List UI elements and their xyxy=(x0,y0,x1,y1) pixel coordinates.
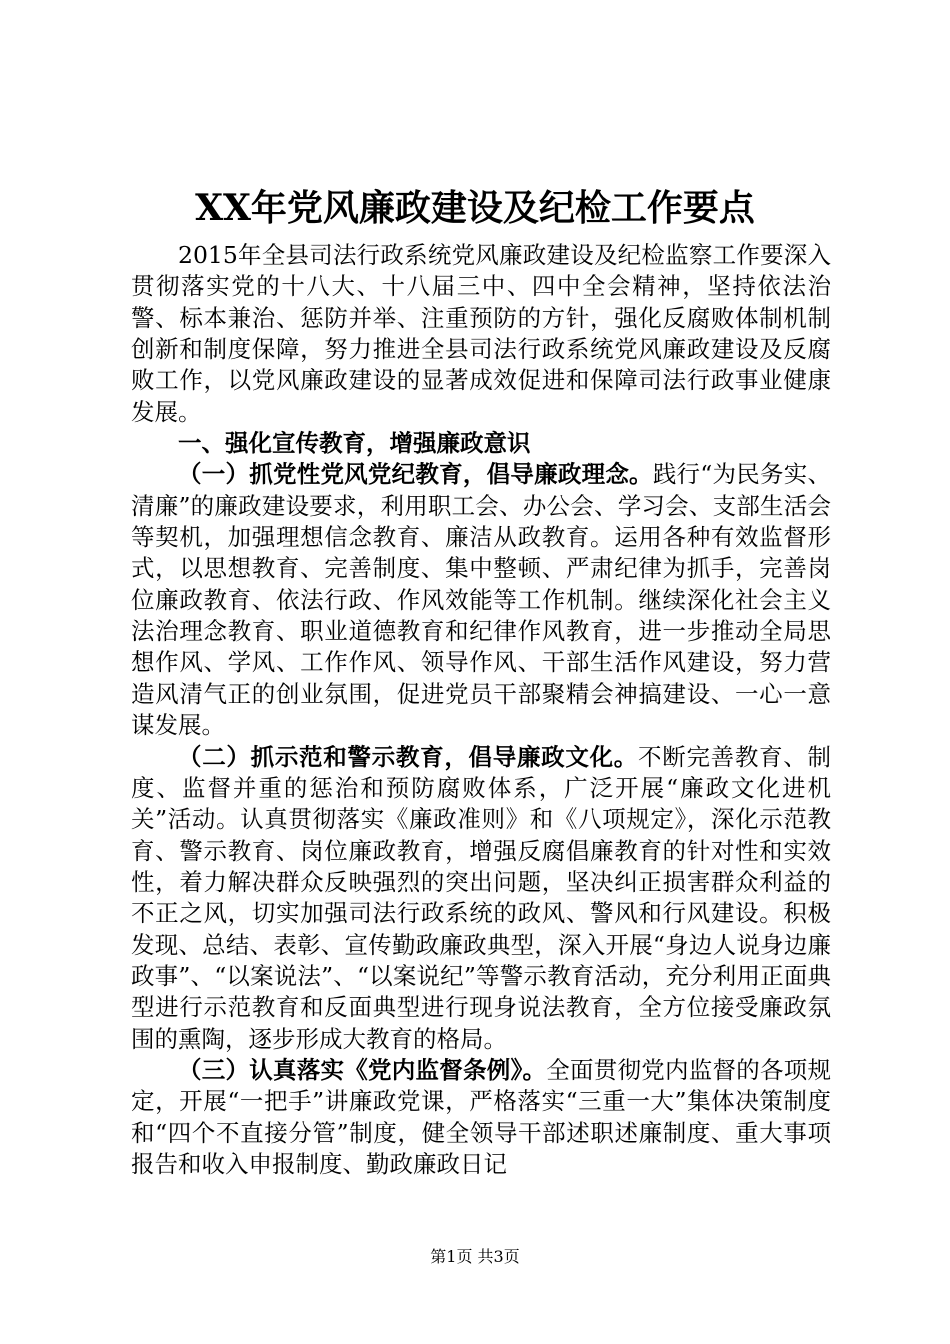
paragraph-item-2 xyxy=(131,742,831,1055)
item-1-lead: （一）抓党性党风党纪教育，倡导廉政理念。 xyxy=(178,460,653,489)
intro-paragraph: 2015年全县司法行政系统党风廉政建设及纪检监察工作要深入贯彻落实党的十八大、十八届三中、四中全会精神，坚持依法治警、标本兼治、惩防并举、注重预防的方针，强化反腐败体制机制创新和制度保障，努力推进全县司法行政系统党风廉政建设及反腐败工作，以党风廉政建设的显著成效促进和保障司法行政事业健康发展。 xyxy=(131,241,831,426)
item-3-text: 全面贯彻党内监督的各项规定，开展“一把手”讲廉政党课，严格落实“三重一大”集体决策制度和“四个不直接分管”制度，健全领导干部述职述廉制度、重大事项报告和收入申报制度、勤政廉政日记 xyxy=(131,1055,831,1178)
item-3-lead: （三）认真落实《党内监督条例》。 xyxy=(178,1055,547,1084)
page-footer: 第1页 共3页 xyxy=(430,1247,520,1266)
item-2-lead: （二）抓示范和警示教育，倡导廉政文化。 xyxy=(178,742,639,771)
item-2-text: 不断完善教育、制度、监督并重的惩治和预防腐败体系，广泛开展“廉政文化进机关”活动。认真贯彻落实《廉政准则》和《八项规定》，深化示范教育、警示教育、岗位廉政教育，增强反腐倡廉教育的针对性和实效性，着力解决群众反映强烈的突出问题，坚决纠正损害群众利益的不正之风，切实加强司法行政系统的政风、警风和行风建设。积极发现、总结、表彰、宣传勤政廉政典型，深入开展“身边人说身边廉政事”、“以案说法”、“以案说纪”等警示教育活动，充分利用正面典型进行示范教育和反面典型进行现身说法教育，全方位接受廉政氛围的熏陶，逐步形成大教育的格局。 xyxy=(131,742,832,1053)
paragraph-item-1 xyxy=(131,459,831,741)
document-title: XX年党风廉政建设及纪检工作要点 xyxy=(195,187,755,229)
document-body xyxy=(131,240,831,1180)
item-1-text: 践行“为民务实、清廉”的廉政建设要求，利用职工会、办公会、学习会、支部生活会等契机，加强理想信念教育、廉洁从政教育。运用各种有效监督形式，以思想教育、完善制度、集中整顿、严肃纪律为抓手，完善岗位廉政教育、依法行政、作风效能等工作机制。继续深化社会主义法治理念教育、职业道德教育和纪律作风教育，进一步推动全局思想作风、学风、工作作风、领导作风、干部生活作风建设，努力营造风清气正的创业氛围，促进党员干部聚精会神搞建设、一心一意谋发展。 xyxy=(131,460,832,740)
section-heading-1: 一、强化宣传教育，增强廉政意识 xyxy=(178,429,531,458)
paragraph-item-3 xyxy=(131,1055,831,1180)
